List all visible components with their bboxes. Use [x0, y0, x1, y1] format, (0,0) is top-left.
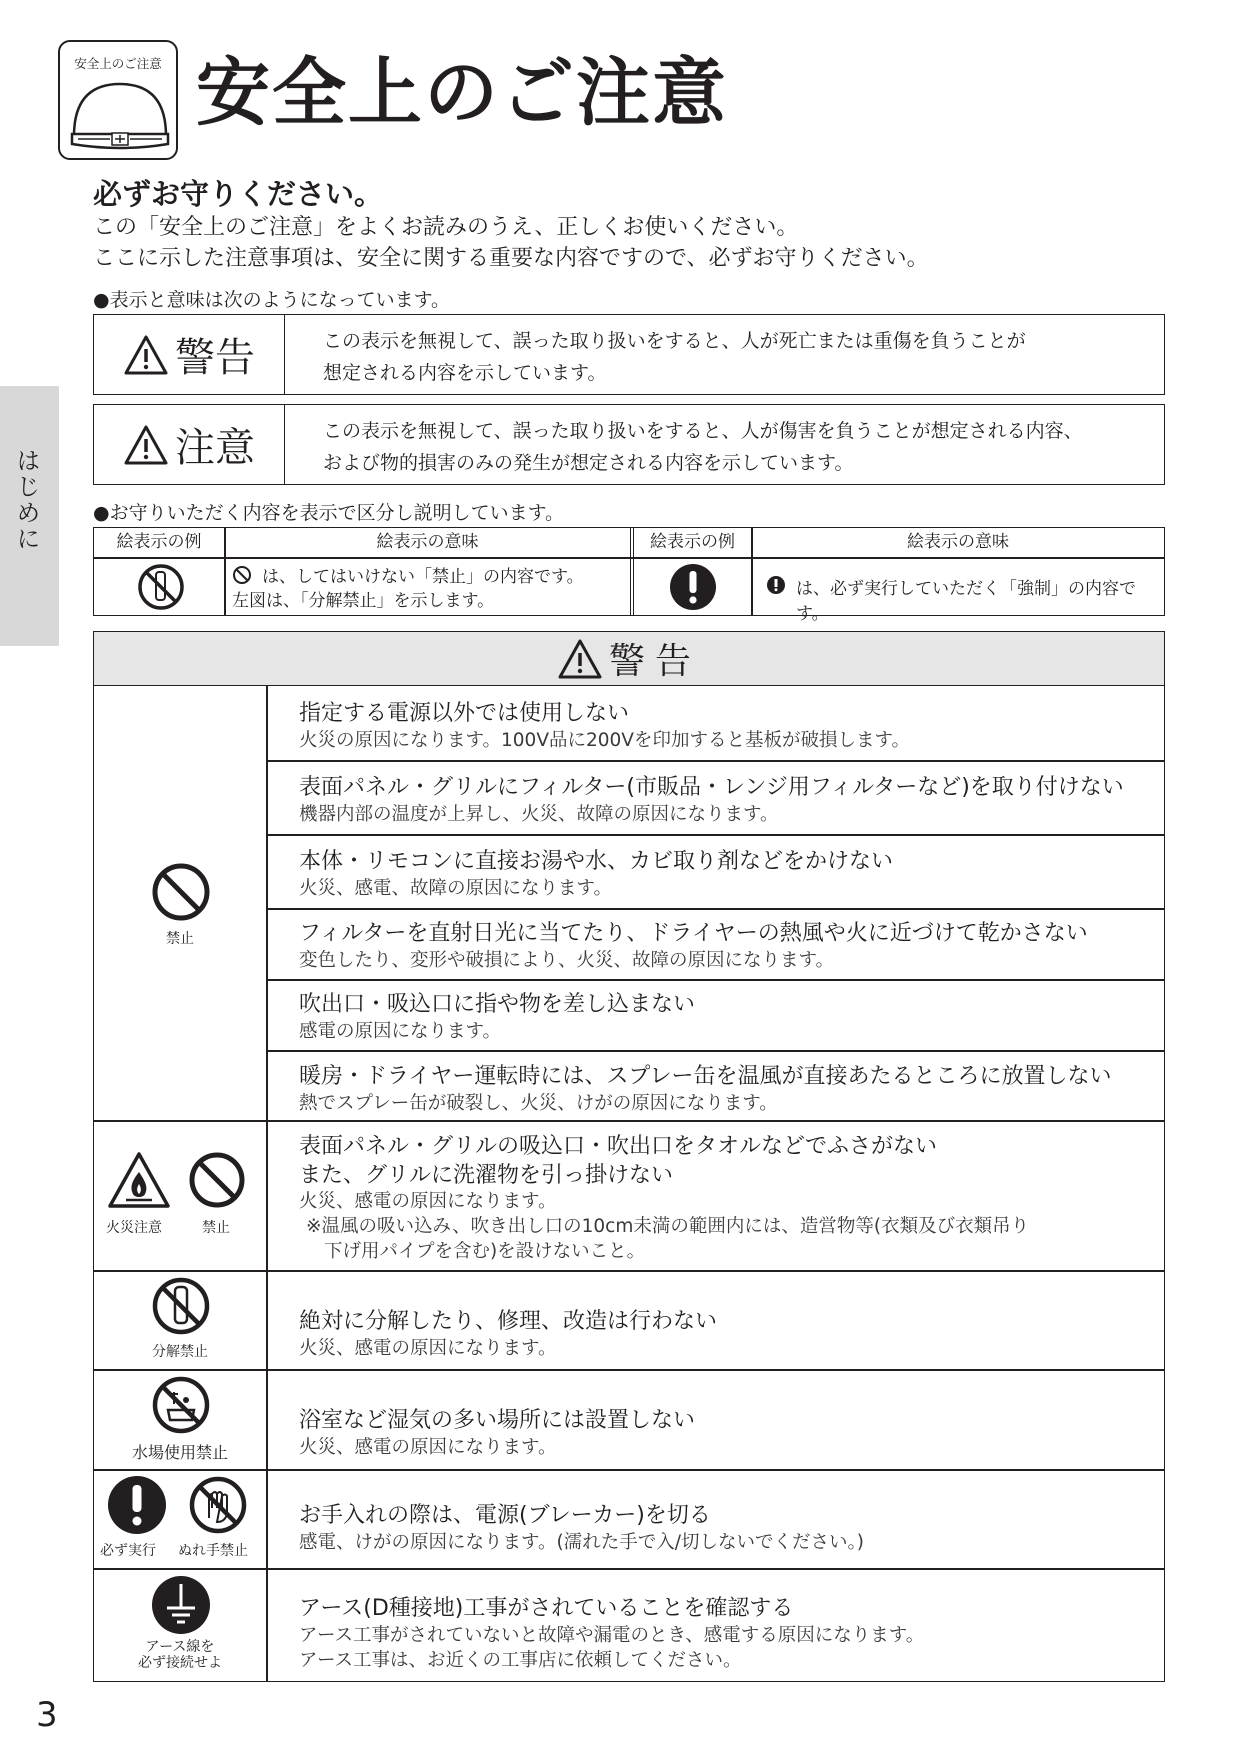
caution-triangle-icon — [123, 424, 169, 466]
helmet-logo — [58, 40, 178, 160]
warning-item-note: ※温風の吸い込み、吹き出し口の10cm未満の範囲内には、造営物等(衣類及び衣類吊り — [306, 1216, 1030, 1237]
icon-label: 火災注意 — [106, 1220, 162, 1236]
prohibit-meaning: は、してはいけない「禁止」の内容です。 — [262, 567, 584, 587]
ground-connect-icon — [150, 1574, 212, 1636]
legend-note: ●表示と意味は次のようになっています。 — [93, 289, 451, 311]
section-tab — [0, 386, 59, 646]
legend-warning-line: この表示を無視して、誤った取り扱いをすると、人が死亡または重傷を負うことが — [323, 330, 1026, 352]
warning-item-title: フィルターを直射日光に当てたり、ドライヤーの熱風や火に近づけて乾かさない — [299, 921, 1088, 946]
warning-item-desc: 火災、感電、故障の原因になります。 — [299, 878, 613, 899]
helmet-logo-label: 安全上のご注意 — [74, 56, 162, 71]
warning-item-desc: 火災の原因になります。100V品に200Vを印加すると基板が破損します。 — [299, 730, 910, 751]
warning-triangle-icon — [123, 334, 169, 376]
icon-label: 水場使用禁止 — [131, 1443, 228, 1462]
mandatory-icon — [668, 562, 718, 612]
intro-line: この「安全上のご注意」をよくお読みのうえ、正しくお使いください。 — [93, 215, 799, 240]
warning-item-desc: 感電、けがの原因になります。(濡れた手で入/切しないでください。) — [299, 1532, 864, 1553]
icon-label: ぬれ手禁止 — [178, 1543, 248, 1559]
icon-label: 必ず実行 — [100, 1543, 156, 1559]
warning-item-title: 表面パネル・グリルにフィルター(市販品・レンジ用フィルターなど)を取り付けない — [299, 775, 1124, 800]
picto-note: ●お守りいただく内容を表示で区分し説明しています。 — [93, 502, 565, 524]
warning-item-desc: 熱でスプレー缶が破裂し、火災、けがの原因になります。 — [299, 1093, 778, 1114]
prohibit-example-note: 左図は、「分解禁止」を示します。 — [232, 591, 495, 611]
no-water-area-icon — [150, 1374, 212, 1436]
warning-item-title: 絶対に分解したり、修理、改造は行わない — [299, 1309, 718, 1334]
legend-warning-label: 警告 — [175, 335, 255, 381]
legend-caution-line: この表示を無視して、誤った取り扱いをすると、人が傷害を負うことが想定される内容、 — [323, 420, 1083, 442]
warning-item-desc: 火災、感電の原因になります。 — [299, 1437, 557, 1458]
page-number: 3 — [36, 1695, 58, 1735]
warning-item-desc: 機器内部の温度が上昇し、火災、故障の原因になります。 — [299, 804, 779, 825]
no-wet-hands-icon — [187, 1474, 249, 1536]
warning-table — [93, 631, 1165, 1682]
legend-caution-label: 注意 — [175, 425, 255, 471]
prohibit-icon — [232, 565, 252, 585]
warning-item-title: 本体・リモコンに直接お湯や水、カビ取り剤などをかけない — [299, 849, 894, 874]
icon-label: 必ず接続せよ — [138, 1655, 222, 1671]
warning-item-title: お手入れの際は、電源(ブレーカー)を切る — [299, 1503, 711, 1528]
warning-item-title: 吹出口・吸込口に指や物を差し込まない — [299, 992, 696, 1017]
icon-label: 禁止 — [166, 931, 194, 947]
warning-item-desc: 変色したり、変形や破損により、火災、故障の原因になります。 — [299, 950, 835, 971]
intro-heading: 必ずお守りください。 — [93, 177, 384, 211]
legend-warning-text — [285, 315, 1164, 394]
picto-head-meaning: 絵表示の意味 — [907, 532, 1009, 552]
warning-item-title: 浴室など湿気の多い場所には設置しない — [299, 1408, 696, 1433]
legend-warning-line: 想定される内容を示しています。 — [323, 362, 607, 384]
pictogram-table — [93, 527, 1165, 624]
legend-warning-box — [93, 314, 1165, 395]
warning-item-title: アース(D種接地)工事がされていることを確認する — [299, 1596, 794, 1621]
intro-line: ここに示した注意事項は、安全に関する重要な内容ですので、必ずお守りください。 — [93, 246, 929, 271]
warning-item-title: 暖房・ドライヤー運転時には、スプレー缶を温風が直接あたるところに放置しない — [299, 1064, 1112, 1089]
picto-head-meaning: 絵表示の意味 — [376, 532, 479, 552]
mandatory-meaning: は、必ず実行していただく「強制」の内容です。 — [796, 579, 1136, 624]
warning-table-title: 警告 — [608, 641, 701, 682]
warning-item-desc: アース工事がされていないと故障や漏電のとき、感電する原因になります。 — [299, 1625, 925, 1646]
mandatory-icon — [106, 1474, 168, 1536]
fire-caution-icon — [106, 1150, 172, 1210]
warning-table-header — [94, 632, 1164, 686]
warning-item-desc: 火災、感電の原因になります。 — [299, 1338, 557, 1359]
warning-triangle-icon — [557, 638, 603, 680]
warning-item-title-2: また、グリルに洗濯物を引っ掛けない — [299, 1163, 674, 1188]
picto-head-example: 絵表示の例 — [116, 532, 202, 552]
icon-label: 分解禁止 — [152, 1344, 208, 1360]
legend-warning-label-cell — [94, 315, 285, 394]
mandatory-small-icon — [766, 575, 786, 595]
no-disassembly-icon — [150, 1275, 212, 1337]
prohibit-icon — [187, 1150, 247, 1210]
warning-item-desc: 感電の原因になります。 — [299, 1021, 502, 1042]
legend-caution-box — [93, 404, 1165, 485]
icon-label: 禁止 — [202, 1220, 230, 1236]
warning-item-note: 下げ用パイプを含む)を設けないこと。 — [324, 1241, 646, 1262]
icon-label: アース線を — [145, 1639, 215, 1655]
legend-caution-line: および物的損害のみの発生が想定される内容を示しています。 — [323, 452, 854, 474]
no-disassembly-icon — [136, 562, 186, 612]
warning-item-title: 表面パネル・グリルの吸込口・吹出口をタオルなどでふさがない — [299, 1134, 938, 1159]
picto-head-example: 絵表示の例 — [650, 532, 735, 552]
section-tab-label: はじめに — [12, 448, 40, 552]
warning-item-desc: 火災、感電の原因になります。 — [299, 1191, 557, 1212]
legend-caution-text — [285, 405, 1164, 484]
legend-caution-label-cell — [94, 405, 285, 484]
prohibit-icon — [150, 861, 212, 923]
helmet-icon — [68, 78, 172, 154]
warning-item-desc: アース工事は、お近くの工事店に依頼してください。 — [299, 1650, 742, 1671]
page-title: 安全上のご注意 — [196, 50, 728, 136]
warning-item-title: 指定する電源以外では使用しない — [299, 701, 630, 726]
